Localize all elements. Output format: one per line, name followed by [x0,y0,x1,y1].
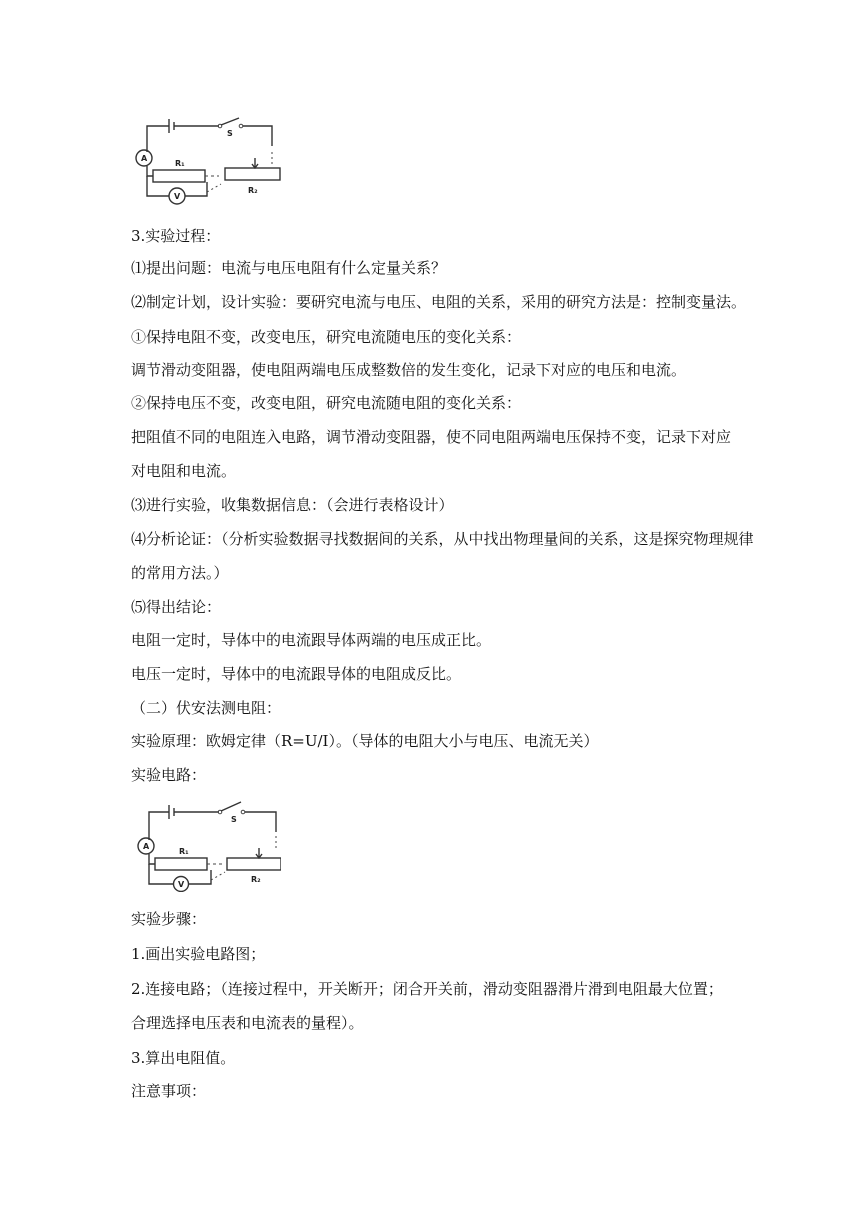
circuit-diagram-bottom [131,800,281,892]
text-line: 对电阻和电流。 [131,462,237,480]
text-line: ⑵制定计划，设计实验：要研究电流与电压、电阻的关系，采用的研究方法是：控制变量法。 [131,293,747,311]
text-line: 1.画出实验电路图； [131,945,266,963]
circuit-diagram-top [131,112,281,208]
text-line: 把阻值不同的电阻连入电路，调节滑动变阻器，使不同电阻两端电压保持不变，记录下对应 [131,428,732,446]
r2-label: R₂ [248,186,258,195]
voltmeter-label: V [174,192,181,201]
text-line: ⑷分析论证：（分析实验数据寻找数据间的关系，从中找出物理量间的关系，这是探究物理规律 [131,530,754,548]
text-line: 合理选择电压表和电流表的量程）。 [131,1014,364,1032]
switch-blade [221,802,241,811]
r1-label: R₁ [179,847,189,856]
text-line: ⑸得出结论： [131,598,222,616]
resistor-r1 [155,858,207,870]
r2-label: R₂ [251,875,261,884]
switch-label: S [231,815,237,824]
r1-label: R₁ [175,159,185,168]
section-heading: （二）伏安法测电阻： [131,699,282,717]
switch-label: S [227,129,233,138]
text-line: 实验步骤： [131,910,207,928]
ammeter-label: A [143,842,150,851]
text-line: 实验电路： [131,766,207,784]
circuit-diagram-svg [131,112,281,208]
text-line: 的常用方法。） [131,564,229,582]
resistor-r1 [153,170,205,182]
rheostat-r2 [227,858,281,870]
rheostat-r2 [225,168,280,180]
text-line: 注意事项： [131,1082,207,1100]
ammeter-label: A [141,154,148,163]
text-line: ①保持电阻不变，改变电压，研究电流随电压的变化关系： [131,328,522,346]
text-line: 电阻一定时，导体中的电流跟导体两端的电压成正比。 [131,631,492,649]
circuit-diagram-svg [131,800,281,892]
text-line: 调节滑动变阻器，使电阻两端电压成整数倍的发生变化，记录下对应的电压和电流。 [131,361,687,379]
text-line: ⑶进行实验，收集数据信息：（会进行表格设计） [131,496,454,514]
text-line: 3.实验过程： [131,227,221,245]
text-line: ②保持电压不变，改变电阻，研究电流随电阻的变化关系： [131,394,522,412]
voltmeter-label: V [178,880,185,889]
text-line: 实验原理：欧姆定律（R=U/I）。（导体的电阻大小与电压、电流无关） [131,732,599,750]
text-line: 2.连接电路；（连接过程中，开关断开；闭合开关前，滑动变阻器滑片滑到电阻最大位置； [131,980,723,998]
text-line: 3.算出电阻值。 [131,1049,236,1067]
switch-blade [221,118,239,125]
text-line: 电压一定时，导体中的电流跟导体的电阻成反比。 [131,665,462,683]
text-line: ⑴提出问题：电流与电压电阻有什么定量关系？ [131,259,447,277]
